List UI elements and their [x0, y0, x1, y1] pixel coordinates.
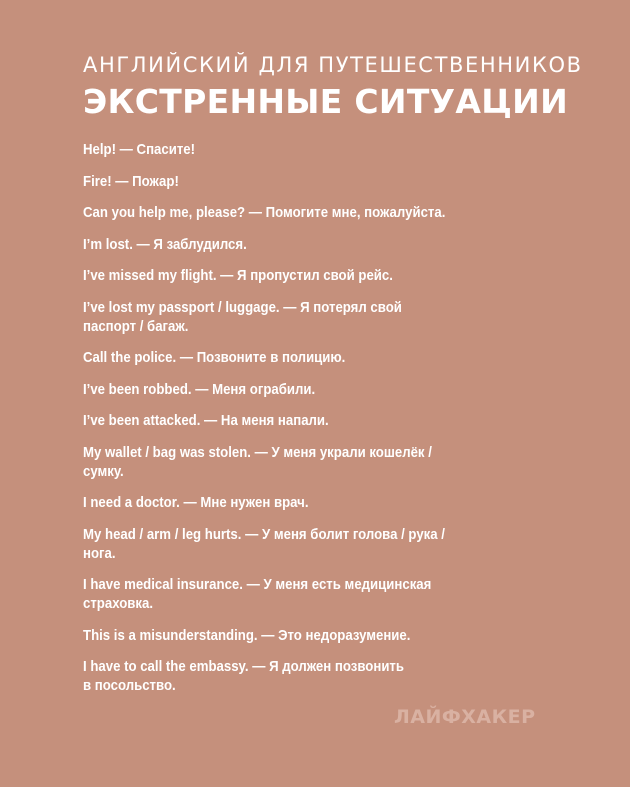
- phrase-item: I’m lost. — Я заблудился.: [83, 235, 247, 253]
- phrase-item: I have medical insurance. — У меня есть медицинская страховка.: [83, 576, 432, 612]
- phrase-item: Fire! — Пожар!: [83, 172, 179, 190]
- phrase-item: I’ve lost my passport / luggage. — Я потерял свой паспорт / багаж.: [83, 298, 402, 335]
- page-title: ЭКСТРЕННЫЕ СИТУАЦИИ: [83, 82, 568, 121]
- page-subtitle: АНГЛИЙСКИЙ ДЛЯ ПУТЕШЕСТВЕННИКОВ: [83, 53, 583, 77]
- phrase-item: Call the police. — Позвоните в полицию.: [83, 349, 346, 366]
- phrase-item: I need a doctor. — Мне нужен врач.: [83, 494, 309, 511]
- phrase-item: Help! — Спасите!: [83, 141, 196, 158]
- phrase-item: My head / arm / leg hurts. — У меня болит голова / рука / нога.: [83, 525, 445, 562]
- header: [83, 52, 603, 122]
- phrase-item: Can you help me, please? — Помогите мне, пожалуйста.: [83, 204, 446, 221]
- phrase-item: My wallet / bag was stolen. — У меня украли кошелёк / сумку.: [83, 443, 432, 480]
- phrase-item: I’ve been robbed. — Меня ограбили.: [83, 380, 316, 398]
- phrase-item: I have to call the embassy. — Я должен позвонить в посольство.: [83, 658, 405, 694]
- watermark-logo: ЛАЙФХАКЕР: [394, 706, 536, 728]
- phrase-item: I’ve missed my flight. — Я пропустил свой рейс.: [83, 267, 393, 284]
- phrase-item: I’ve been attacked. — На меня напали.: [83, 412, 329, 429]
- phrase-list: [83, 140, 553, 708]
- phrase-item: This is a misunderstanding. — Это недоразумение.: [83, 626, 411, 644]
